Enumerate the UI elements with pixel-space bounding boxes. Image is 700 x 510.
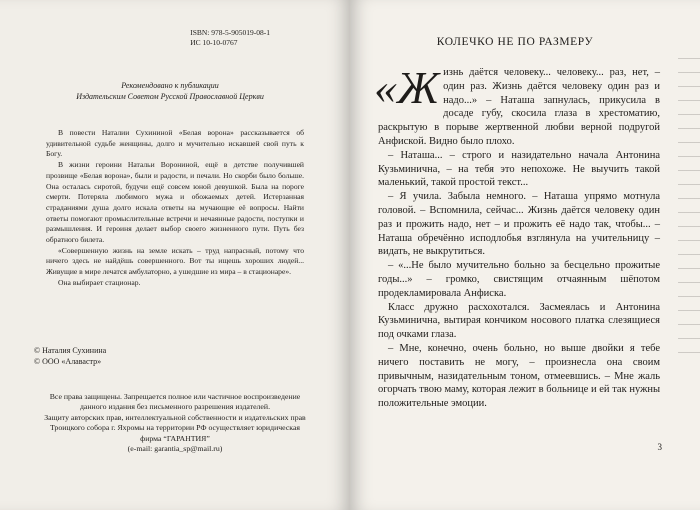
annotation-paragraph: В жизни героини Натальи Ворониной, ещё в детстве получившей прозвище «Белая ворона», были и радости, и печали. Но скорби было больше. Она осталась сиротой, будучи ещё совсем юной девушкой. Была на пороге смерти. Потеряла любимого мужа и обожаемых детей. Истерзанная страданиями душа долго искала ответы на мучающие её вопросы. Найти ответы помогают промыслительные встречи и нечаянные радости, поступки и размышления. И героиня делает выбор своего жизненного пути. Путь без обратного билета.	[46, 160, 304, 245]
chapter-title: КОЛЕЧКО НЕ ПО РАЗМЕРУ	[436, 36, 594, 48]
is-code: ИС 10-10-0767	[190, 37, 238, 47]
story-paragraph: – Мне, конечно, очень больно, но выше двойки я тебе ничего поставить не могу, – произнесла она своим привычным, назидательным тоном, отмеевшись. – Мне жаль огорчать твою маму, которая лежит в больнице и ей так нужны положительные эмоции.	[378, 342, 660, 410]
story-paragraph	[374, 62, 660, 149]
page-number: 3	[657, 442, 662, 452]
copyright-line: © ООО «Алавастр»	[34, 357, 102, 366]
right-page	[350, 0, 700, 510]
story-paragraph: Класс дружно расхохотался. Засмеялась и Антонина Кузьминична, вытирая кончиком носового платка слезящиеся под очками глаза.	[378, 301, 660, 341]
rights-line: Все права защищены. Запрещается полное или частичное воспроизведение данного издания без письменного разрешения издателей.	[49, 392, 301, 412]
copyright	[34, 345, 106, 367]
isbn: ISBN: 978-5-905019-08-1	[190, 28, 270, 37]
story-paragraph: – Я учила. Забыла немного. – Наташа упрямо мотнула головой. – Вспомнила, сейчас... Жизнь даётся человеку один раз и прожить надо, нет – и прожить её надо так, чтобы... – Наташа обречённо исподлобья взглянула на учительницу – видать, не выкрутиться.	[378, 191, 660, 258]
drop-cap: «Ж	[374, 62, 440, 113]
rights-notice	[40, 392, 310, 454]
recommendation	[40, 80, 300, 102]
story-text	[374, 62, 660, 411]
isbn-block	[190, 28, 270, 47]
rights-line: Защиту авторских прав, интеллектуальной собственности и издательских прав Троицкого собора г. Яхромы на территории РФ осуществляет юридическая фирма “ГАРАНТИЯ”	[44, 412, 306, 443]
annotation-paragraph: Она выбирает стационар.	[58, 277, 141, 287]
annotation-paragraph: В повести Наталии Сухининой «Белая ворона» рассказывается об удивительной судьбе женщины, долго и мучительно искавшей свой путь к Богу.	[46, 128, 304, 159]
bleed-through-shadow	[678, 58, 700, 358]
recommendation-line: Рекомендовано к публикации	[121, 81, 219, 90]
rights-email: (e-mail: garantia_sp@mail.ru)	[127, 444, 223, 454]
copyright-line: © Наталия Сухинина	[34, 346, 107, 355]
story-paragraph: – Наташа... – строго и назидательно начала Антонина Кузьминична, – на тебя это непохоже. Не выучить такой маленький, такой простой текст...	[378, 149, 660, 189]
story-paragraph: – «...Не было мучительно больно за бесцельно прожитые годы...» – громко, свистящим отчаянным шёпотом продекламировала Анфиска.	[378, 260, 660, 299]
annotation-paragraph: «Совершенную жизнь на земле искать – труд напрасный, потому что ничего здесь не найдёшь совершенного. Вот ты ищешь хороших людей... Живущие в мире лечатся амбулаторно, а ушедшие из мира – в стационаре».	[46, 245, 304, 277]
annotation	[46, 128, 304, 289]
recommendation-line: Издательским Советом Русской Православной Церкви	[76, 92, 264, 101]
first-paragraph-text: изнь даётся человеку... человеку... раз, нет, – один раз. Жизнь даётся человеку один раз и надо...» – Наташа запнулась, прикусила в досаде губу, скосила глаза в хрестоматию, раскрытую в порыве жертвенной любви верной подругой Анфиской. Видно было плохо.	[378, 67, 660, 147]
